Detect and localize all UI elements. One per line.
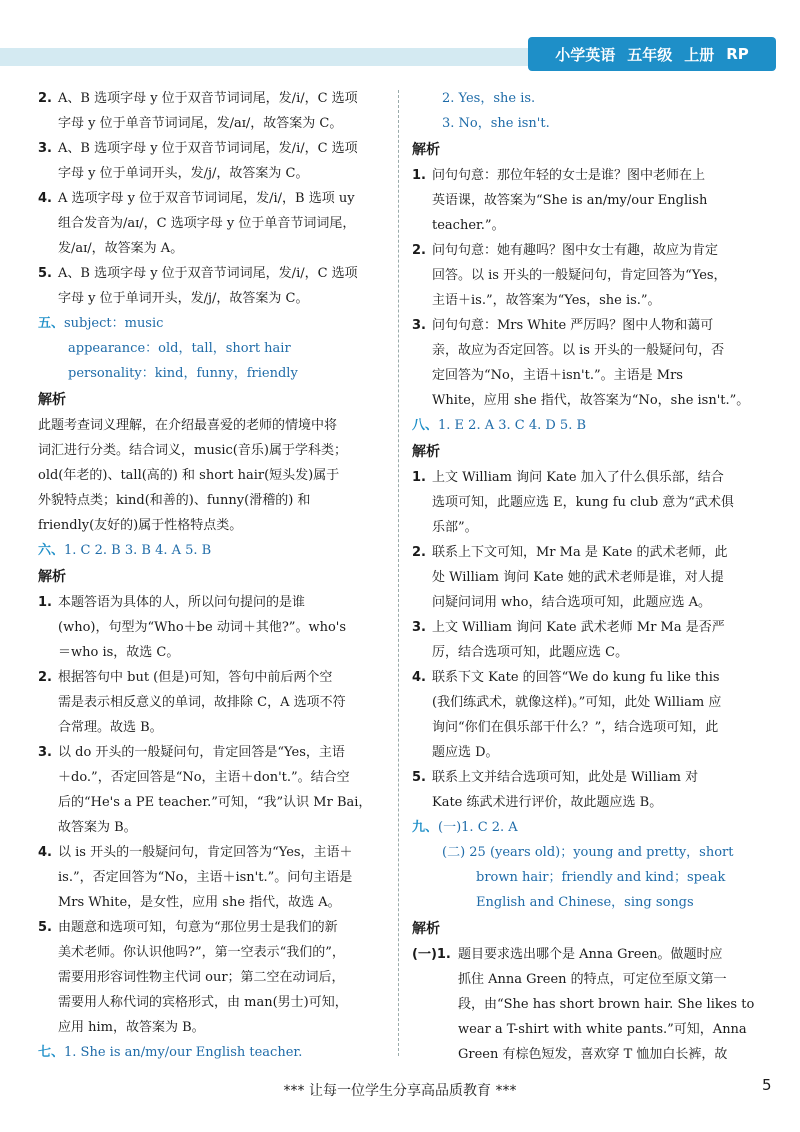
right-column [412, 86, 762, 1067]
header-bar [0, 48, 528, 66]
header-grade: 五年级 [627, 45, 673, 64]
answer-line: English and Chinese，sing songs [476, 895, 694, 910]
header-subject: 小学英语 [555, 45, 616, 64]
section-9: 九、(一)1. C 2. A [412, 820, 518, 835]
header-volume: 上册 [684, 45, 715, 64]
left-column [38, 86, 388, 1065]
analysis-item: 3. 以 do 开头的一般疑问句，肯定回答是“Yes，主语 ＋do.”，否定回答是“No，主语＋don't.”。结合空 后的“He's a PE teacher.”可知，“我”认识 Mr Bai， 故答案为 B。 [38, 745, 372, 835]
analysis-item: 5. 联系上文并结合选项可知，此处是 William 对 Kate 练武术进行评价，故此题应选 B。 [412, 770, 699, 810]
analysis-item: 2. 根据答句中 but (但是)可知，答句中前后两个空 需是表示相反意义的单词，故排除 C，A 选项不符 合常理。故选 B。 [38, 670, 346, 735]
analysis-item: 4. 以 is 开头的一般疑问句，肯定回答为“Yes，主语＋ is.”，否定回答为“No，主语＋isn't.”。问句主语是 Mrs White，是女性，应用 she 指代，故选 A。 [38, 845, 353, 910]
answer-line: 3. No，she isn't. [442, 116, 550, 131]
column-divider [398, 90, 399, 1056]
analysis-item: 3. 问句句意：Mrs White 严厉吗？图中人物和蔼可 亲，故应为否定回答。以 is 开头的一般疑问句，否 定回答为“No，主语＋isn't.”。主语是 Mrs White，应用 she 指代，故答案为“No，she isn't.”。 [412, 318, 750, 408]
analysis-item: 5. 由题意和选项可知，句意为“那位男士是我们的新 美术老师。你认识他吗?”，第一空表示“我们的”， 需要用形容词性物主代词 our；第二空在动词后， 需要用人称代词的宾格形式，由 man(男士)可知， 应用 him，故答案为 B。 [38, 920, 348, 1035]
analysis-item: (一)1. 题目要求选出哪个是 Anna Green。做题时应 抓住 Anna Green 的特点，可定位至原文第一 段，由“She has short brown hair. She likes to wear a T-shirt with white pants.”可知，Anna Green 有棕色短发，喜欢穿 T 恤加白长裤，故 [412, 947, 755, 1062]
analysis-item: 3. 上文 William 询问 Kate 武术老师 Mr Ma 是否严 厉，结合选项可知，此题应选 C。 [412, 620, 725, 660]
analysis-item: 1. 本题答语为具体的人，所以问句提问的是谁 (who)，句型为“Who＋be 动词＋其他?”。who's ＝who is，故选 C。 [38, 595, 347, 660]
analysis-heading: 解析 [38, 392, 66, 408]
answer-line: 2. Yes，she is. [442, 91, 536, 106]
footer-slogan: *** 让每一位学生分享高品质教育 *** [283, 1083, 517, 1099]
answer-item: 3. A、B 选项字母 y 位于双音节词词尾，发/i/，C 选项 字母 y 位于单词开头，发/j/，故答案为 C。 [38, 141, 358, 181]
analysis-item: 2. 问句句意：她有趣吗？图中女士有趣，故应为肯定 回答。以 is 开头的一般疑问句，肯定回答为“Yes， 主语＋is.”，故答案为“Yes，she is.”。 [412, 243, 727, 308]
answer-item: 5. A、B 选项字母 y 位于双音节词词尾，发/i/，C 选项 字母 y 位于单词开头，发/j/，故答案为 C。 [38, 266, 358, 306]
analysis-item: 1. 问句句意：那位年轻的女士是谁？图中老师在上 英语课，故答案为“She is an/my/our English teacher.”。 [412, 168, 708, 233]
answer-line: brown hair；friendly and kind；speak [476, 870, 726, 885]
analysis-item: 1. 上文 William 询问 Kate 加入了什么俱乐部，结合 选项可知，此题应选 E，kung fu club 意为“武术俱 乐部”。 [412, 470, 734, 535]
answer-item: 2. A、B 选项字母 y 位于双音节词词尾，发/i/，C 选项 字母 y 位于单音节词词尾，发/aɪ/，故答案为 C。 [38, 91, 358, 131]
header-edition: RP [726, 45, 749, 63]
section-7: 七、1. She is an/my/our English teacher. [38, 1045, 303, 1060]
answer-line: personality：kind，funny，friendly [68, 366, 298, 381]
analysis-heading: 解析 [38, 569, 66, 585]
answer-line: appearance：old，tall，short hair [68, 341, 291, 356]
header-badge [528, 37, 776, 71]
analysis-item: 2. 联系上下文可知，Mr Ma 是 Kate 的武术老师，此 处 William 询问 Kate 她的武术老师是谁，对人提 问疑问词用 who，结合选项可知，此题应选 A。 [412, 545, 728, 610]
analysis-item: 4. 联系下文 Kate 的回答“We do kung fu like this (我们练武术，就像这样)。”可知，此处 William 应 询问“你们在俱乐部干什么？”，结合选项可知，此 题应选 D。 [412, 670, 722, 760]
answer-line: (二) 25 (years old)；young and pretty，short [442, 845, 734, 860]
section-6: 六、1. C 2. B 3. B 4. A 5. B [38, 543, 212, 558]
section-8: 八、1. E 2. A 3. C 4. D 5. B [412, 418, 587, 433]
page-number: 5 [762, 1076, 772, 1094]
analysis-heading: 解析 [412, 142, 440, 158]
answer-item: 4. A 选项字母 y 位于双音节词词尾，发/i/，B 选项 uy 组合发音为/aɪ/，C 选项字母 y 位于单音节词词尾， 发/aɪ/，故答案为 A。 [38, 191, 356, 256]
analysis-text: 此题考查词义理解，在介绍最喜爱的老师的情境中将 词汇进行分类。结合词义，music(音乐)属于学科类； old(年老的)、tall(高的) 和 short hair(短头发)属于 外貌特点类；kind(和善的)、funny(滑稽的) 和 friendly(友好的)属于性格特点类。 [38, 418, 347, 533]
section-5: 五、subject：music [38, 316, 164, 331]
analysis-heading: 解析 [412, 921, 440, 937]
analysis-heading: 解析 [412, 444, 440, 460]
